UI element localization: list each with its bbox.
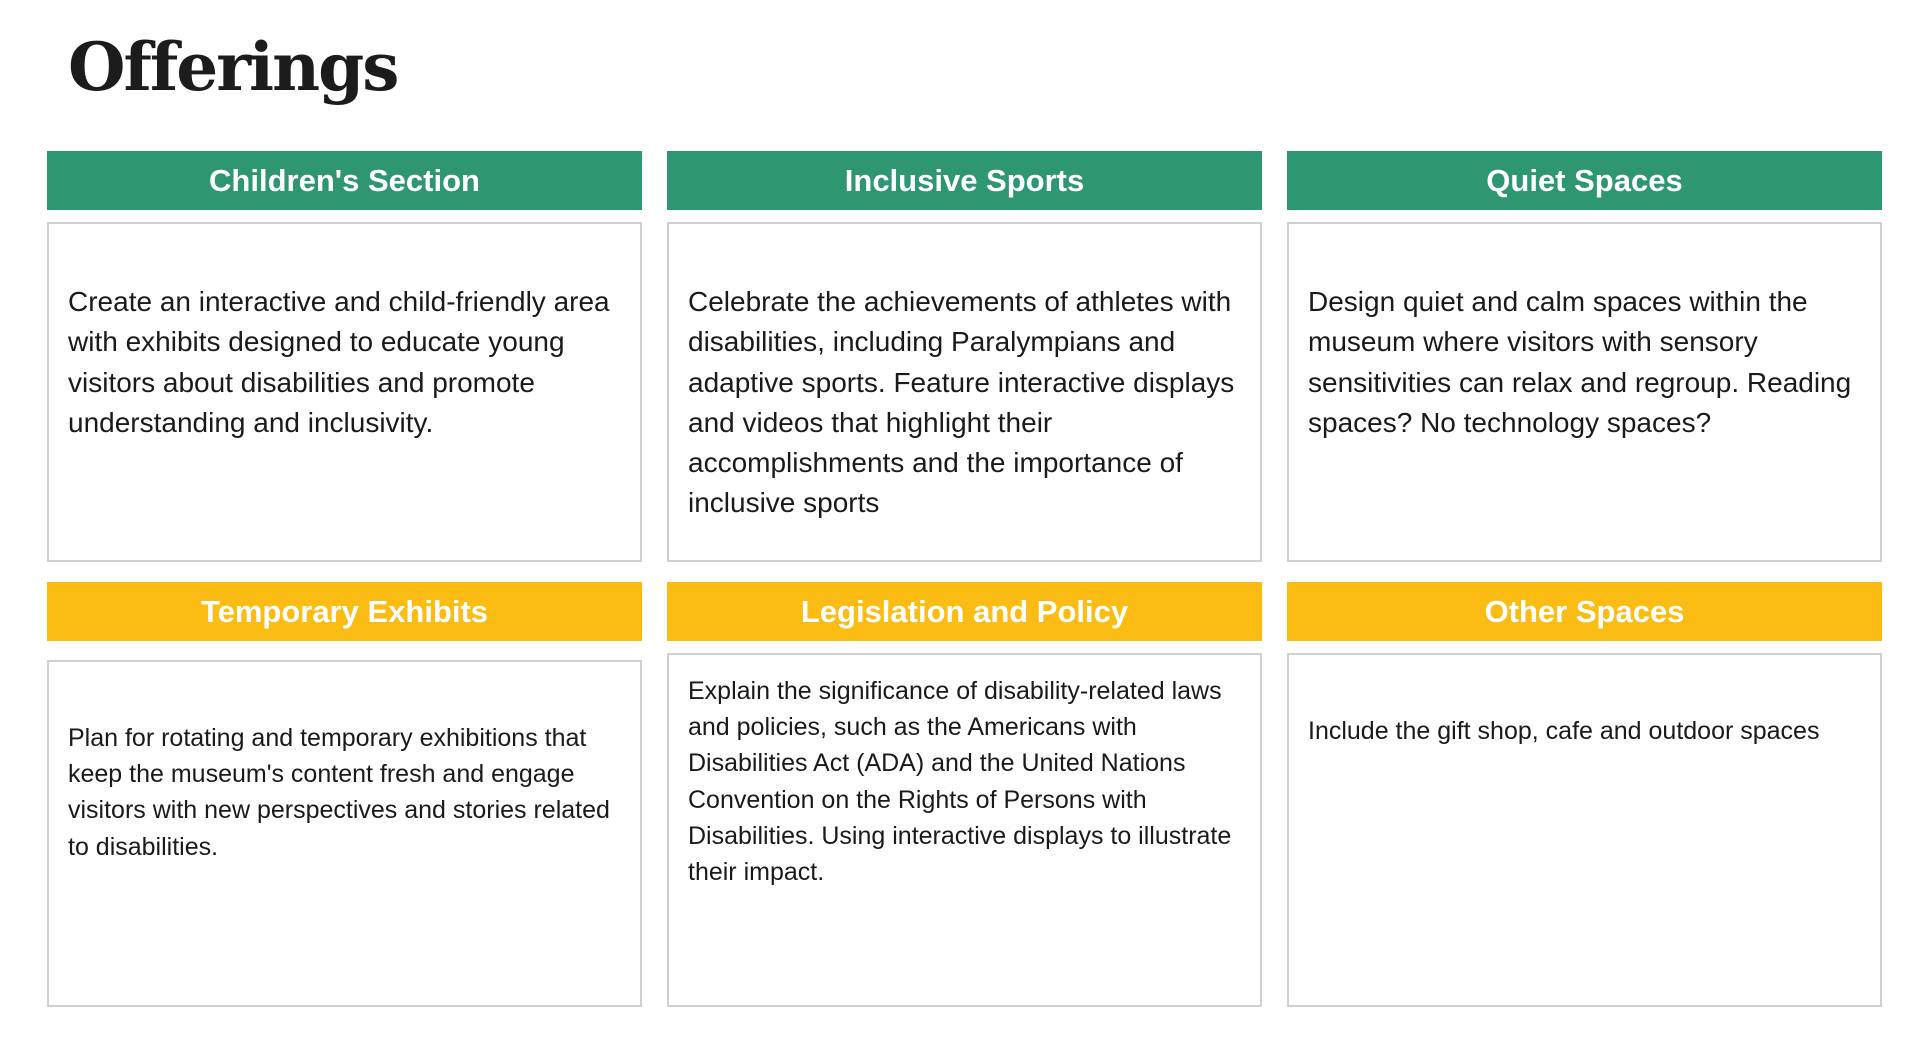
section-description: Include the gift shop, cafe and outdoor spaces <box>1308 717 1820 745</box>
page-title: Offerings <box>68 28 398 106</box>
section-description: Celebrate the achievements of athletes with disabilities, including Paralympians and adaptive sports. Feature interactive displays and videos that highlight their accomplishments and the importance of inclusive sports <box>688 286 1235 519</box>
section-title: Other Spaces <box>1484 593 1685 629</box>
section-title: Temporary Exhibits <box>200 593 489 629</box>
section-card-legislation-and-policy <box>667 653 1262 1007</box>
section-header-quiet-spaces <box>1287 151 1882 210</box>
section-header-other-spaces <box>1287 582 1882 641</box>
section-title: Legislation and Policy <box>800 593 1129 629</box>
section-description: Explain the significance of disability-related laws and policies, such as the Americans with Disabilities Act (ADA) and the United Nations Convention on the Rights of Persons with Disabilities. Using interactive displays to illustrate their impact. <box>688 677 1232 887</box>
section-header-inclusive-sports <box>667 151 1262 210</box>
section-card-other-spaces <box>1287 653 1882 1007</box>
section-card-temporary-exhibits <box>47 660 642 1007</box>
section-header-childrens-section <box>47 151 642 210</box>
section-title: Quiet Spaces <box>1486 162 1683 198</box>
section-header-temporary-exhibits <box>47 582 642 641</box>
section-description: Plan for rotating and temporary exhibitions that keep the museum's content fresh and engage visitors with new perspectives and stories related to disabilities. <box>68 724 610 861</box>
section-card-quiet-spaces <box>1287 222 1882 562</box>
section-header-legislation-and-policy <box>667 582 1262 641</box>
section-card-inclusive-sports <box>667 222 1262 562</box>
section-title: Inclusive Sports <box>844 162 1085 198</box>
section-card-childrens-section <box>47 222 642 562</box>
section-description: Create an interactive and child-friendly area with exhibits designed to educate young visitors about disabilities and promote understanding and inclusivity. <box>68 286 610 438</box>
section-description: Design quiet and calm spaces within the museum where visitors with sensory sensitivities can relax and regroup. Reading spaces? No technology spaces? <box>1308 286 1852 438</box>
section-title: Children's Section <box>209 162 480 198</box>
